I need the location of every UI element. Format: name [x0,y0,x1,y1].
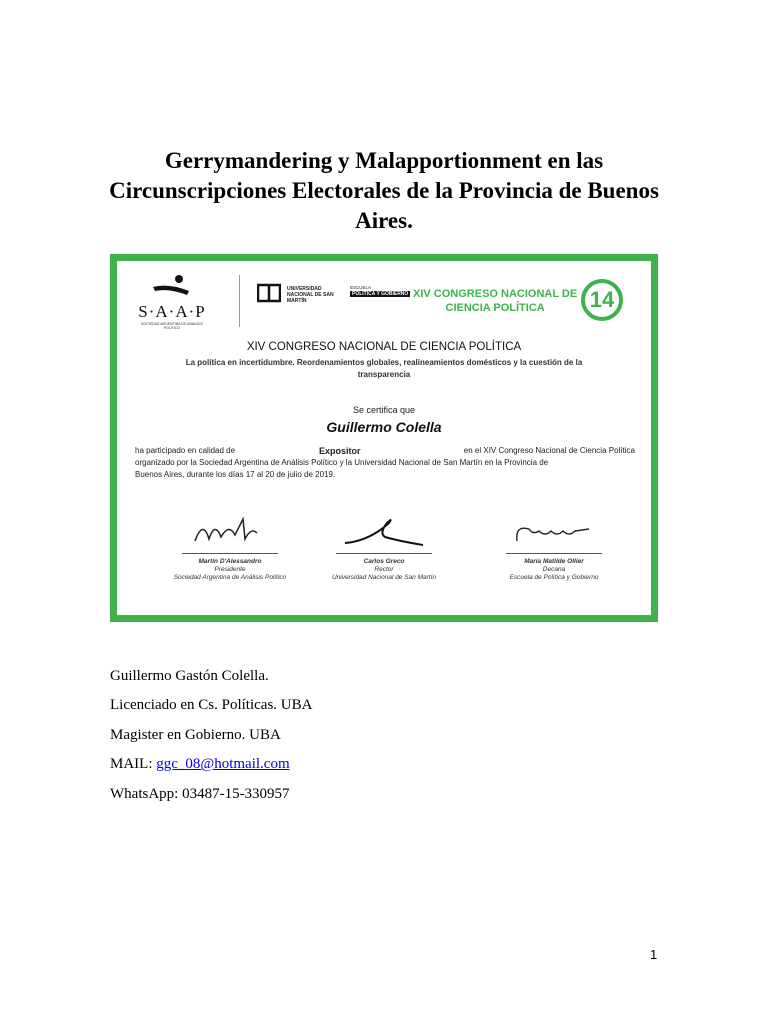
unsam-logo: UNIVERSIDAD NACIONAL DE SAN MARTÍN [257,283,281,308]
congress-14-badge: 14 [581,279,623,321]
author-masters: Magister en Gobierno. UBA [110,727,281,743]
signature-1-icon [185,511,275,551]
signature-block-2: Carlos Greco Rector Universidad Nacional de San Martín [319,511,449,582]
certificate-line-1: ha participado en calidad de Expositor en el XIV Congreso Nacional de Ciencia Política [135,446,635,456]
logo-divider [239,275,240,327]
congress-header: XIV CONGRESO NACIONAL DE CIENCIA POLÍTICA [413,288,578,314]
certificate-line-2: organizado por la Sociedad Argentina de Análisis Político y la Universidad Nacional de San Martín en la Provincia de [135,458,549,467]
certificate-image [110,254,658,622]
author-name: Guillermo Gastón Colella. [110,668,269,684]
signature-block-1: Martín D'Alessandro Presidente Sociedad Argentina de Análisis Político [165,511,295,582]
certifies-text: Se certifica que [352,405,416,415]
author-mail [110,755,290,773]
recipient-name: Guillermo Colella [326,419,442,435]
role-text: Expositor [319,446,361,456]
page-number: 1 [650,947,658,962]
saap-figure-icon [149,273,195,299]
signature-2-icon [339,511,429,551]
certificate-subtitle: La política en incertidumbre. Reordenamientos globales, realineamientos domésticos y la cuestión de la transparencia [185,358,583,379]
certificate-congress-title: XIV CONGRESO NACIONAL DE CIENCIA POLÍTICA [246,341,522,353]
author-whatsapp: WhatsApp: 03487-15-330957 [110,786,290,802]
book-icon [257,283,281,303]
signature-block-3: María Matilde Ollier Decana Escuela de Política y Gobierno [489,511,619,582]
document-title: Gerrymandering y Malapportionment en las Circunscripciones Electorales de la Provincia de Buenos Aires. [109,148,659,233]
certificate-line-3: Buenos Aires, durante los días 17 al 20 de julio de 2019. [135,470,336,479]
signature-3-icon [509,511,599,551]
mail-label: MAIL: [110,756,157,772]
author-degree: Licenciado en Cs. Políticas. UBA [110,697,313,713]
saap-logo: S·A·A·P SOCIEDAD ARGENTINA DE ANÁLISIS POLÍTICO [137,273,207,330]
email-link[interactable]: ggc_08@hotmail.com [156,756,290,772]
escuela-logo: ESCUELA POLÍTICA Y GOBIERNO [350,285,409,297]
